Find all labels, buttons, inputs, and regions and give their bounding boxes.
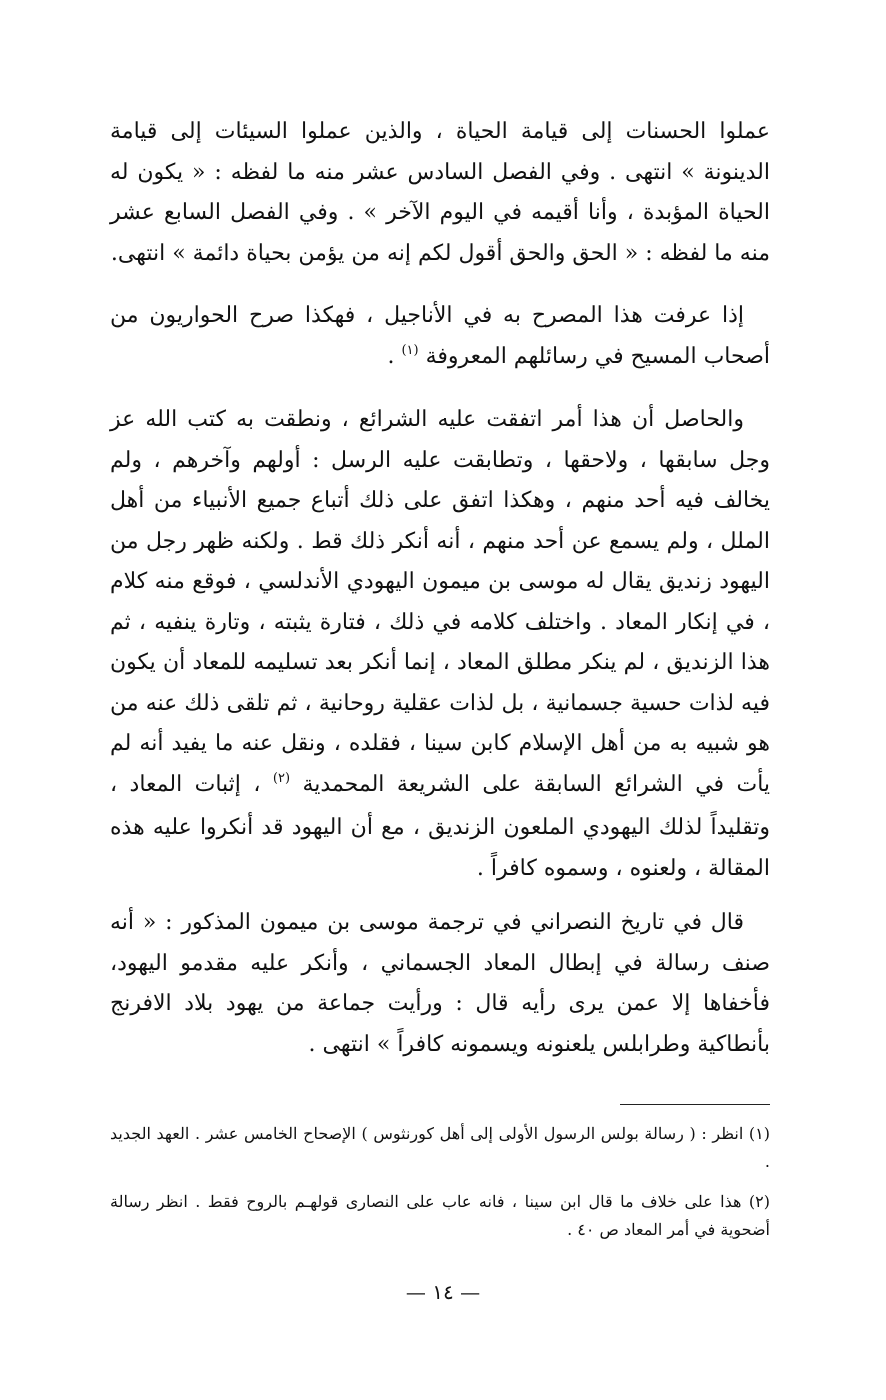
paragraph-2: [110, 296, 770, 380]
footnote-ref-1[interactable]: (١): [401, 342, 419, 358]
footnote-divider: [620, 1104, 770, 1105]
paragraph-4-text: قال في تاريخ النصراني في ترجمة موسى بن ميمون المذكور : « أنه صنف رسالة في إبطال المعاد الجسماني ، وأنكر عليه مقدمو اليهود، فأخفاها إلا عمن يرى رأيه قال : ورأيت جماعة من يهود بلاد الافرنج بأنطاكية وطرابلس يلعنونه ويسمونه كافراً » انتهى .: [110, 910, 770, 1057]
footnote-2-text: (٢) هذا على خلاف ما قال ابن سينا ، فانه عاب على النصارى قولهـم بالروح فقط . انظر رسالة أضحوية في أمر المعاد ص ٤٠ .: [110, 1192, 770, 1239]
paragraph-2-end: .: [387, 343, 402, 369]
footnote-1-text: (١) انظر : ( رسالة بولس الرسول الأولى إلى أهل كورنثوس ) الإصحاح الخامس عشر . العهد الجديد .: [110, 1124, 770, 1171]
paragraph-3-text-a: والحاصل أن هذا أمر اتفقت عليه الشرائع ، ونطقت به كتب الله عز وجل سابقها ، ولاحقها ، وتطابقت عليه الرسل : أولهم وآخرهم ، ولم يخالف فيه أحد منهم ، وهكذا اتفق على ذلك أتباع جميع الأنبياء من أهل الملل ، ولم يسمع عن أحد منهم ، أنه أنكر ذلك قط . ولكنه ظهر رجل من اليهود زنديق يقال له موسى بن ميمون اليهودي الأندلسي ، فوقع منه كلام ، في إنكار المعاد . واختلف كلامه في ذلك ، فتارة يثبته ، وتارة ينفيه ، ثم هذا الزنديق ، لم ينكر مطلق المعاد ، إنما أنكر بعد تسليمه للمعاد أن يكون فيه لذات حسية جسمانية ، بل لذات عقلية روحانية ، ثم تلقى ذلك عنه من هو شبيه به من أهل الإسلام كابن سينا ، فقلده ، ونقل عنه ما يفيد أنه لم يأت في الشرائع السابقة على الشريعة المحمدية: [110, 407, 771, 797]
paragraph-2-body: [110, 296, 770, 380]
page-number: — ١٤ —: [405, 1280, 481, 1304]
paragraph-3-text-b: ، إثبات المعاد ، وتقليداً لذلك اليهودي الملعون الزنديق ، مع أن اليهود قد أنكروا عليه هذه المقالة ، ولعنوه ، وسموه كافراً .: [110, 771, 770, 881]
footnote-1: [110, 1120, 770, 1176]
footnote-2: [110, 1188, 770, 1244]
paragraph-1-text: عملوا الحسنات إلى قيامة الحياة ، والذين عملوا السيئات إلى قيامة الدينونة » انتهى . وفي الفصل السادس عشر منه ما لفظه : « يكون له الحياة المؤبدة ، وأنا أقيمه في اليوم الآخر » . وفي الفصل السابع عشر منه ما لفظه : « الحق والحق أقول لكم إنه من يؤمن بحياة دائمة » انتهى.: [110, 119, 770, 266]
paragraph-2-text: إذا عرفت هذا المصرح به في الأناجيل ، فهكذا صرح الحواريون من أصحاب المسيح في رسائلهم المعروفة: [110, 303, 770, 369]
paragraph-3-body: [110, 400, 770, 889]
footnote-ref-2[interactable]: (٢): [272, 770, 291, 786]
paragraph-3: [110, 400, 770, 889]
paragraph-4: [110, 903, 770, 1065]
paragraph-1: [110, 112, 770, 274]
